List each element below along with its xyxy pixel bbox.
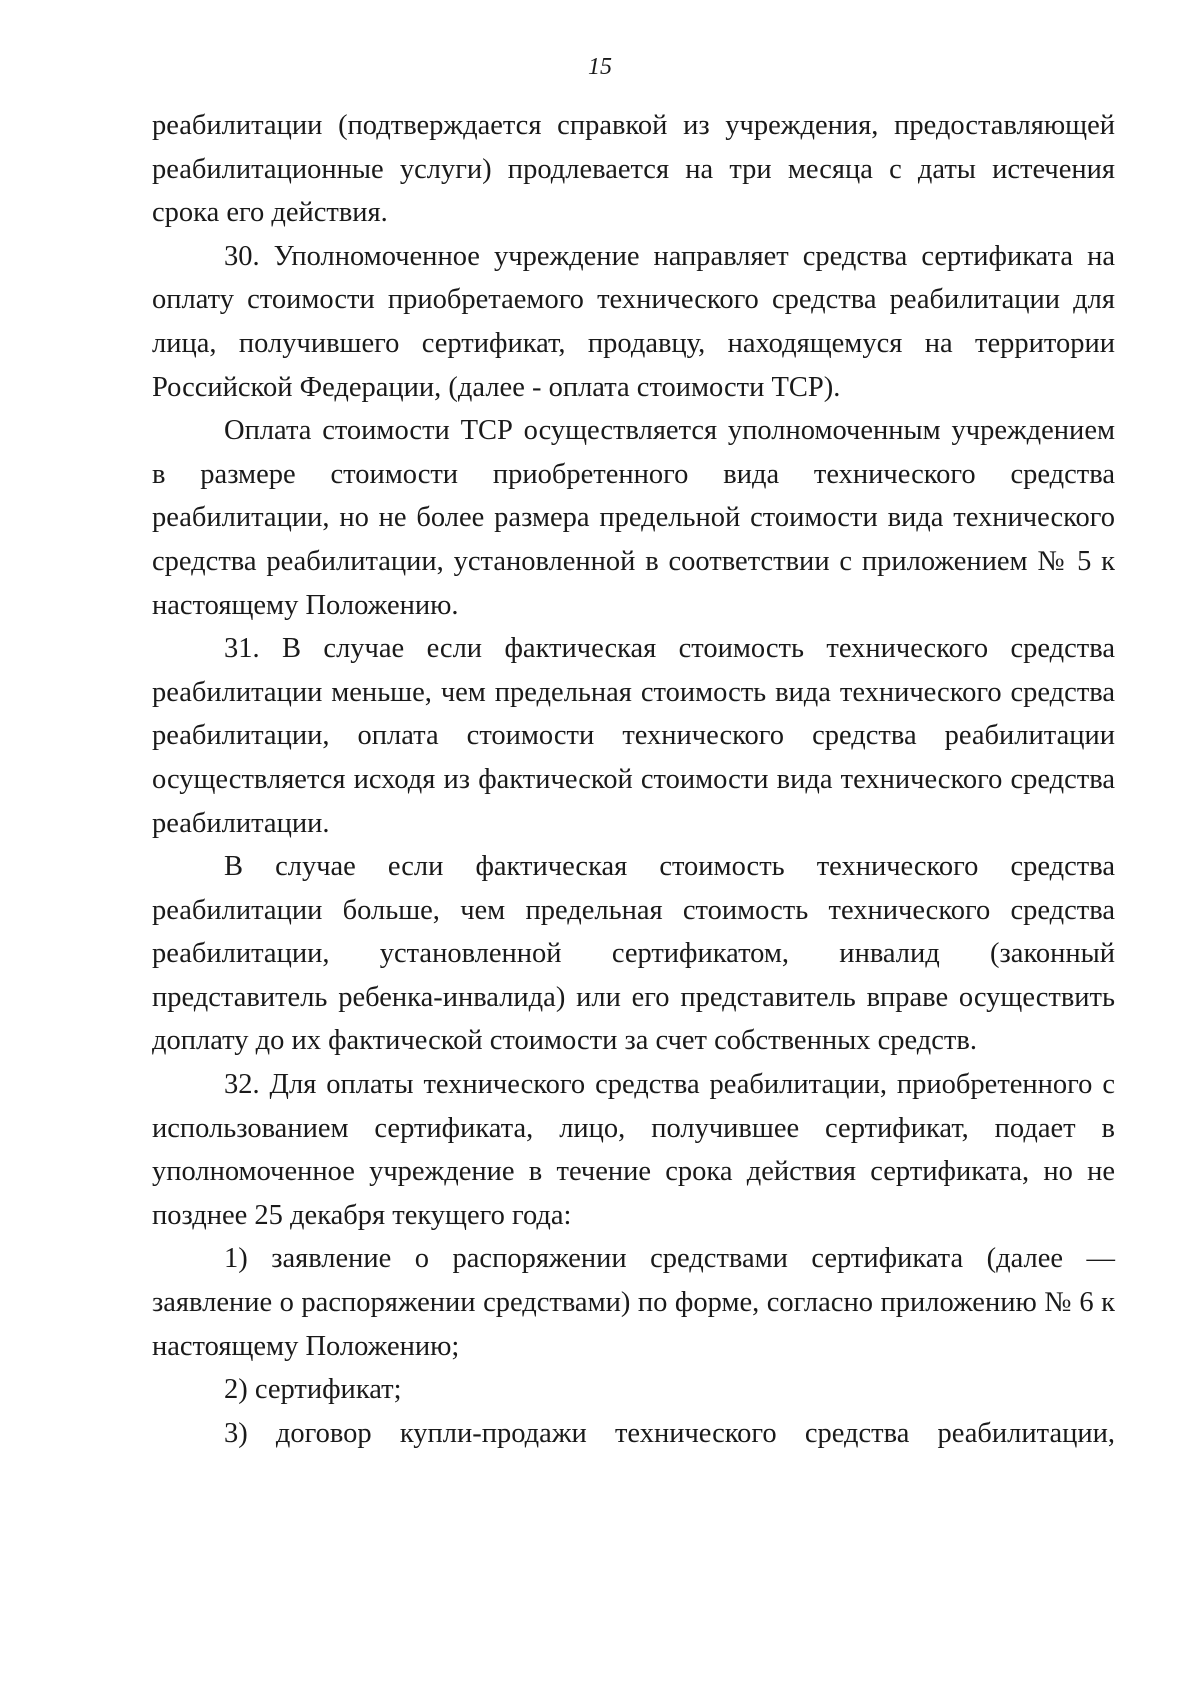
paragraph-31: 31. В случае если фактическая стоимость технического средства реабилитации меньше, чем предельная стоимость вида технического средства реабилитации, оплата стоимости технического средства реабилитации осуществляется исходя из фактической стоимости вида технического средства реабилитации. (152, 633, 1115, 839)
paragraph-continuation: реабилитации (подтверждается справкой из учреждения, предоставляющей реабилитационные услуги) продлевается на три месяца с даты истечения срока его действия. (152, 110, 1115, 229)
paragraph-31-surcharge: В случае если фактическая стоимость технического средства реабилитации больше, чем предельная стоимость технического средства реабилитации, установленной сертификатом, инвалид (законный представитель ребенка-инвалида) или его представитель вправе осуществить доплату до их фактической стоимости за счет собственных средств. (152, 851, 1115, 1057)
list-item-3: 3) договор купли-продажи технического средства реабилитации, (224, 1417, 1115, 1449)
document-body (152, 104, 1115, 1455)
paragraph-32: 32. Для оплаты технического средства реабилитации, приобретенного с использованием сертификата, лицо, получившее сертификат, подает в уполномоченное учреждение в течение срока действия сертификата, но не позднее 25 декабря текущего года: (152, 1069, 1115, 1231)
page-number: 15 (588, 54, 612, 80)
list-item-2: 2) сертификат; (224, 1374, 402, 1406)
list-item-1: 1) заявление о распоряжении средствами сертификата (далее — заявление о распоряжении средствами) по форме, согласно приложению № 6 к настоящему Положению; (152, 1243, 1115, 1362)
paragraph-30: 30. Уполномоченное учреждение направляет средства сертификата на оплату стоимости приобретаемого технического средства реабилитации для лица, получившего сертификат, продавцу, находящемуся на территории Российской Федерации, (далее - оплата стоимости ТСР). (152, 240, 1115, 403)
paragraph-30-payment: Оплата стоимости ТСР осуществляется уполномоченным учреждением в размере стоимости приобретенного вида технического средства реабилитации, но не более размера предельной стоимости вида технического средства реабилитации, установленной в соответствии с приложением № 5 к настоящему Положению. (152, 415, 1115, 621)
